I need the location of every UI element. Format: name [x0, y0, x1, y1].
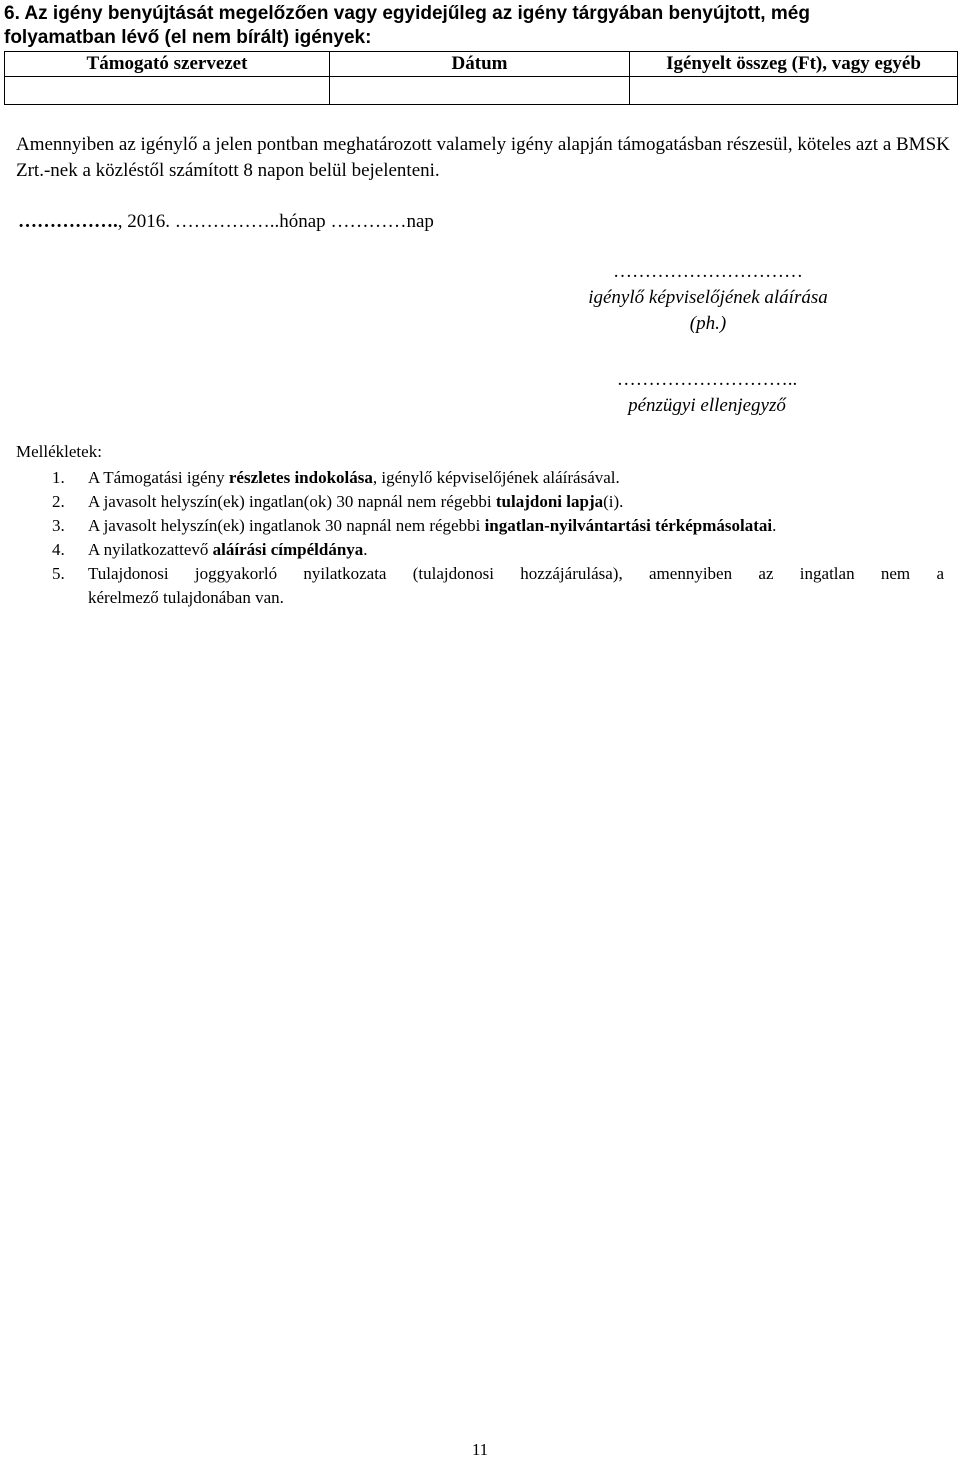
column-header-amount: Igényelt összeg (Ft), vagy egyéb [630, 52, 958, 77]
list-item-emphasis: ingatlan-nyilvántartási térképmásolatai [484, 516, 773, 535]
list-item-text-end: . [363, 540, 368, 559]
section-heading [4, 2, 944, 50]
finance-countersign-block [540, 367, 874, 419]
pending-claims-table [4, 51, 958, 105]
section-heading-line1: 6. Az igény benyújtását megelőzően vagy egyidejűleg az igény tárgyában benyújtott, még [4, 3, 810, 24]
list-item [16, 538, 944, 562]
table-cell-organization[interactable] [5, 77, 330, 105]
day-label: nap [406, 211, 434, 232]
column-header-date: Dátum [330, 52, 630, 77]
representative-signature-block [548, 259, 868, 337]
attachments-title: Mellékletek: [16, 442, 102, 461]
day-blank: ………… [325, 211, 407, 232]
countersign-line: ……………………….. [616, 369, 798, 390]
list-item-text: A nyilatkozattevő [88, 540, 213, 559]
signature-label: igénylő képviselőjének aláírása [588, 287, 828, 308]
signature-line: ………………………… [613, 261, 803, 282]
list-item-number: 5. [52, 564, 65, 583]
column-header-organization: Támogató szervezet [5, 52, 330, 77]
list-item-text-end: (i). [603, 492, 624, 511]
list-item-emphasis: részletes indokolása [228, 468, 373, 487]
attachments-list [16, 466, 944, 610]
list-item-number: 2. [52, 492, 65, 511]
list-item [16, 490, 944, 514]
list-item-emphasis: aláírási címpéldánya [212, 540, 364, 559]
list-item-text-end: . [772, 516, 777, 535]
countersign-label: pénzügyi ellenjegyző [628, 395, 786, 416]
section-heading-line2: folyamatban lévő (el nem bírált) igények: [4, 27, 372, 48]
table-cell-amount[interactable] [630, 77, 958, 105]
table-header-row [5, 52, 958, 77]
list-item-text: Tulajdonosi joggyakorló nyilatkozata (tulajdonosi hozzájárulása), amennyiben az ingatlan nem a [88, 564, 944, 583]
notification-paragraph: Amennyiben az igénylő a jelen pontban meghatározott valamely igény alapján támogatásban részesül, köteles azt a BMSK Zrt.-nek a közléstől számított 8 napon belül bejelenteni. [16, 134, 950, 181]
list-item [16, 514, 944, 538]
seal-label: (ph.) [689, 313, 727, 334]
table-row [5, 77, 958, 105]
list-item-number: 4. [52, 540, 65, 559]
table-cell-date[interactable] [330, 77, 630, 105]
list-item-text: A javasolt helyszín(ek) ingatlanok 30 napnál nem régebbi [88, 516, 485, 535]
place-blank: ……………. [18, 211, 118, 232]
month-blank: …………….. [174, 211, 280, 232]
list-item-text: A javasolt helyszín(ek) ingatlan(ok) 30 napnál nem régebbi [88, 492, 496, 511]
list-item-text: A Támogatási igény [88, 468, 229, 487]
list-item-number: 1. [52, 468, 65, 487]
month-label: hónap [279, 211, 326, 232]
list-item [16, 466, 944, 490]
list-item-text-end: , igénylő képviselőjének aláírásával. [372, 468, 620, 487]
list-item [16, 562, 944, 610]
page-number: 11 [471, 1440, 489, 1459]
date-line [18, 210, 434, 234]
list-item-number: 3. [52, 516, 65, 535]
list-item-emphasis: tulajdoni lapja [495, 492, 604, 511]
year-text: , 2016. [117, 211, 175, 232]
list-item-text-end: kérelmező tulajdonában van. [88, 588, 284, 607]
